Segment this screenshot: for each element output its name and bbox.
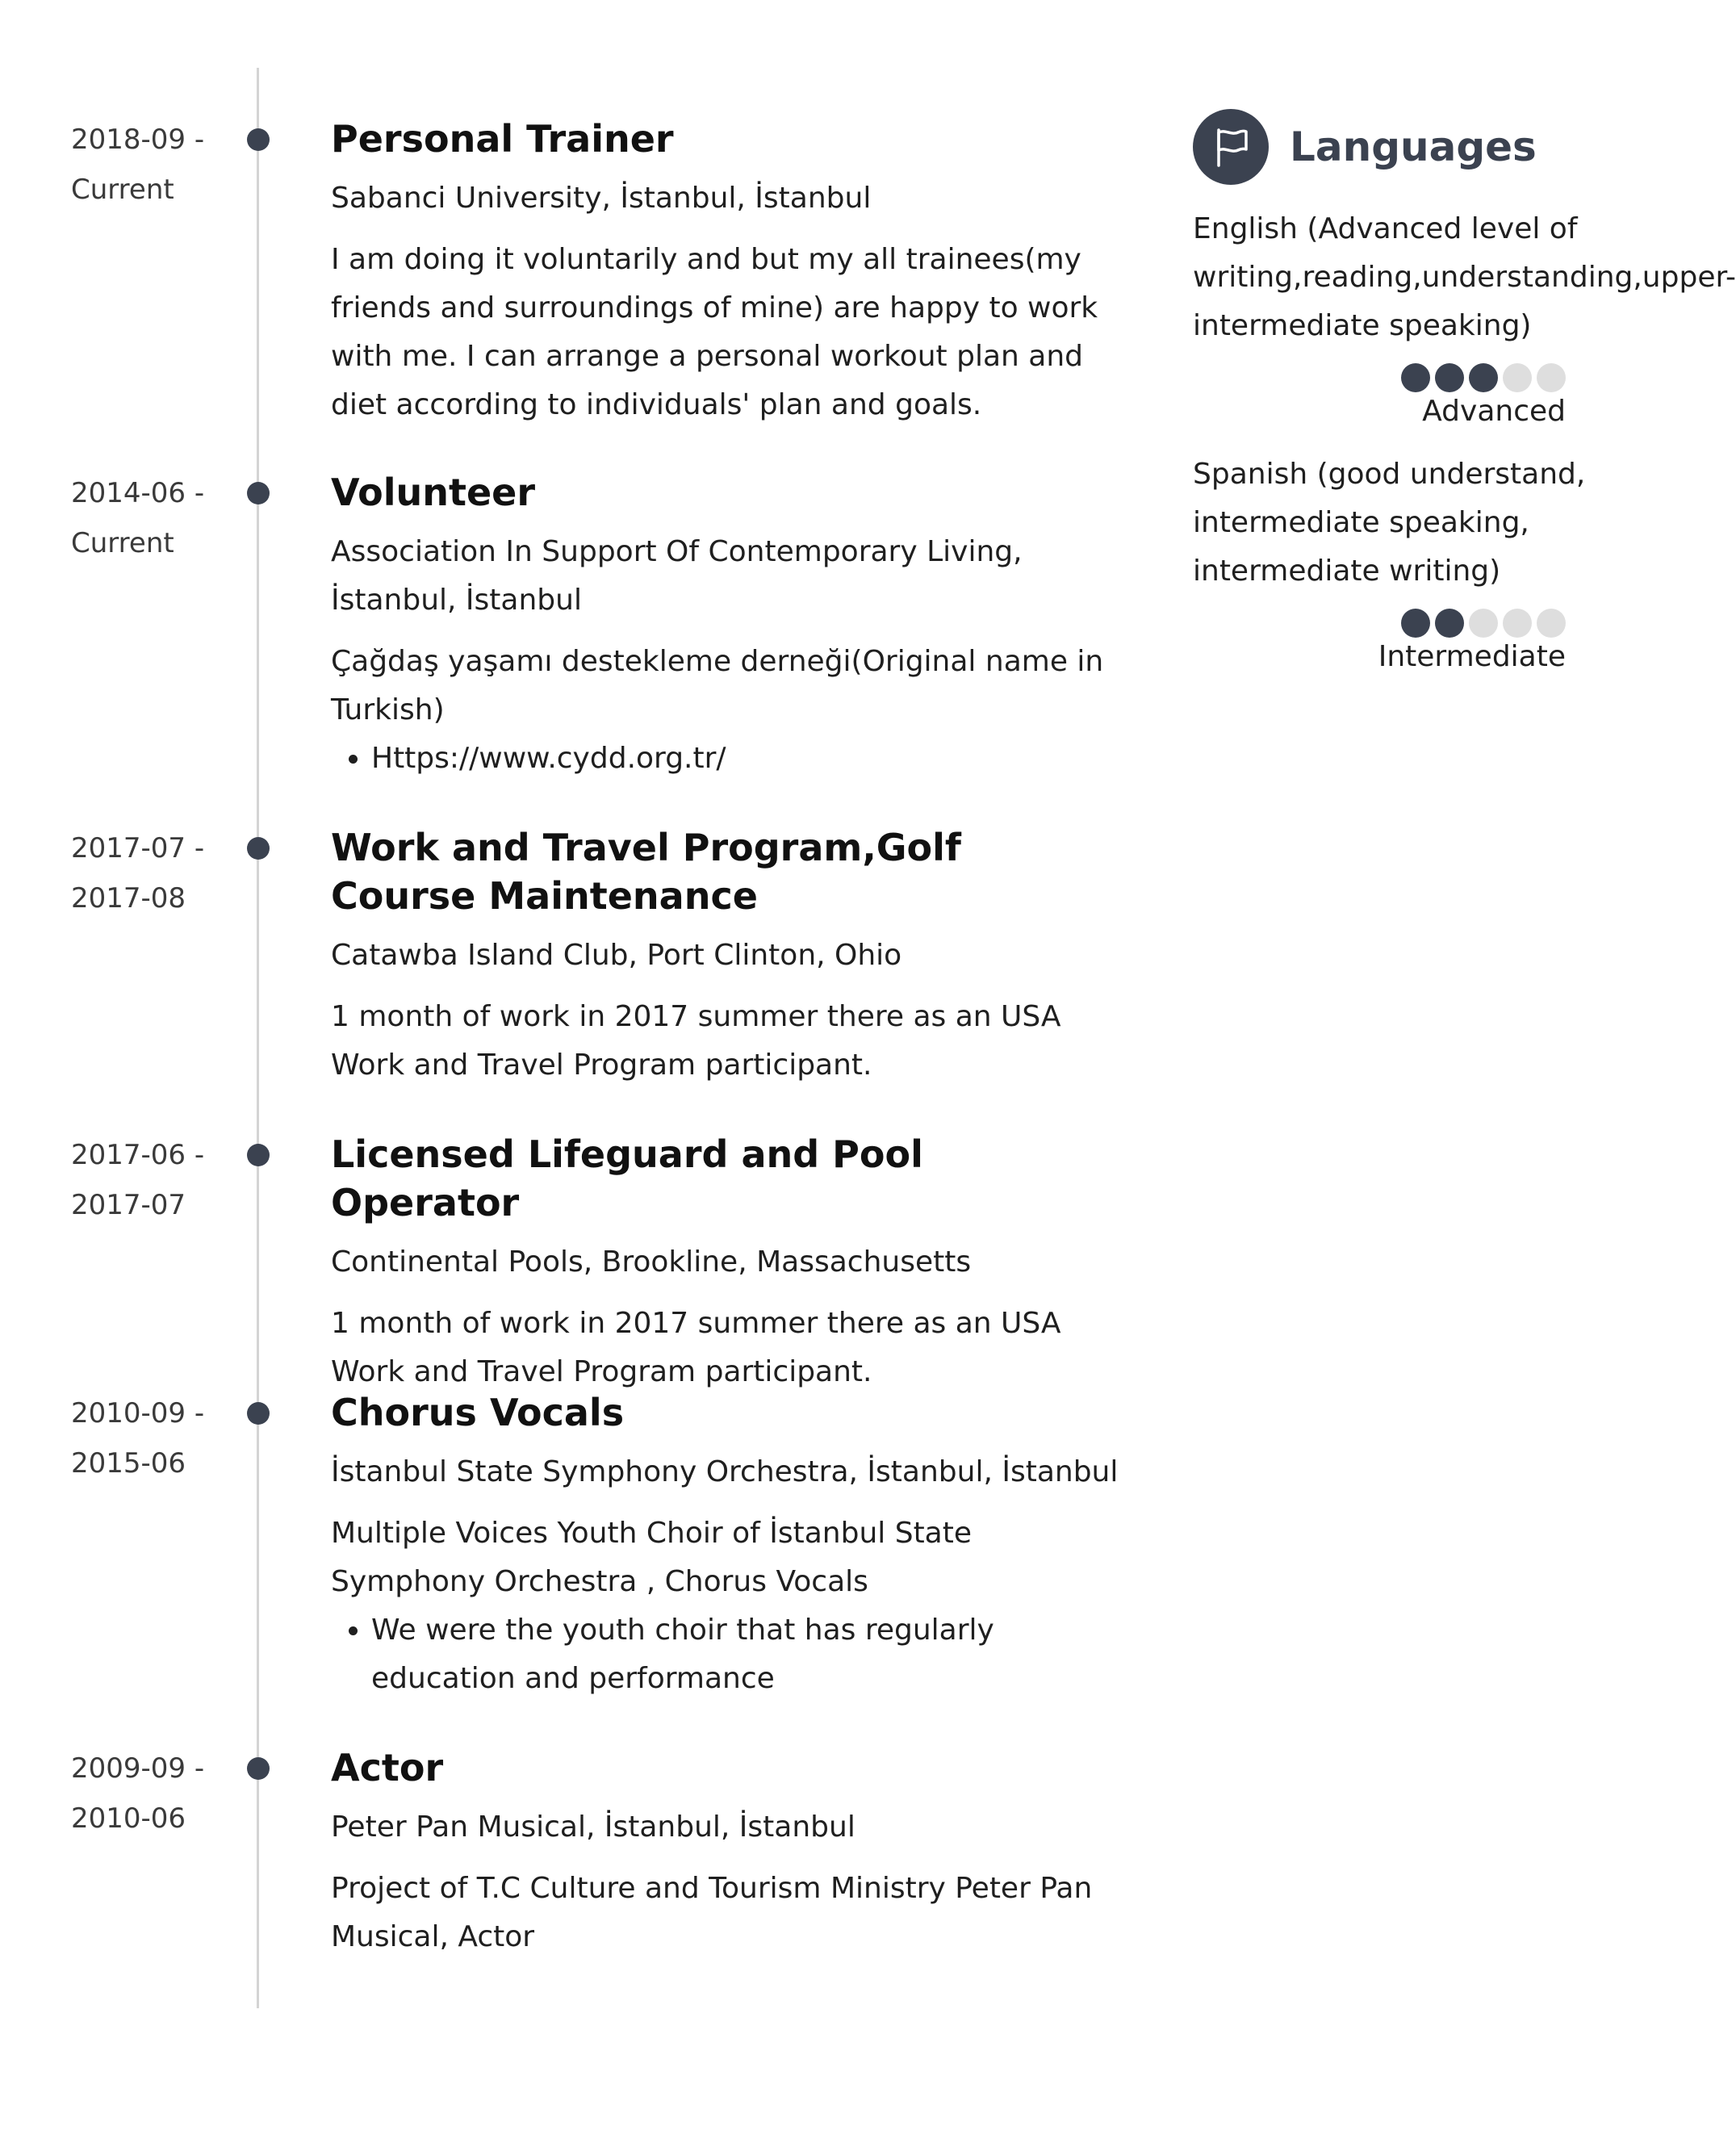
company: Peter Pan Musical, İstanbul, İstanbul: [331, 1810, 855, 1844]
language-item: [1193, 205, 1736, 431]
job-title: Actor: [331, 1746, 444, 1789]
entry-date: [71, 115, 232, 215]
job-title: Volunteer: [331, 471, 536, 514]
date-end: 2017-08: [71, 882, 186, 915]
timeline-dot: [247, 1757, 270, 1780]
company: Association In Support Of Contemporary Living, İstanbul, İstanbul: [331, 535, 1023, 617]
date-start: 2010-09 -: [71, 1397, 205, 1429]
entry-date: [71, 1388, 232, 1488]
timeline-dot: [247, 837, 270, 860]
rating-dot: [1503, 363, 1532, 392]
job-title: Chorus Vocals: [331, 1391, 625, 1434]
date-end: 2015-06: [71, 1447, 186, 1480]
entry-date: [71, 823, 232, 923]
job-description: Çağdaş yaşamı destekleme derneği(Original name in Turkish): [331, 645, 1104, 726]
timeline-dot: [247, 1144, 270, 1166]
job-description: Project of T.C Culture and Tourism Ministry Peter Pan Musical, Actor: [331, 1872, 1093, 1953]
timeline-dot: [247, 482, 270, 504]
rating-dot: [1469, 609, 1498, 638]
rating-dot: [1435, 609, 1464, 638]
rating-dot: [1401, 609, 1430, 638]
bullet-item: • We were the youth choir that has regularly education and performance: [371, 1606, 1122, 1703]
date-start: 2017-07 -: [71, 832, 205, 864]
language-rating: [1193, 363, 1566, 392]
rating-dot: [1503, 609, 1532, 638]
entry-date: [71, 468, 232, 568]
rating-dot: [1469, 363, 1498, 392]
languages-header: [1193, 108, 1613, 186]
date-end: 2010-06: [71, 1802, 186, 1835]
date-start: 2018-09 -: [71, 123, 205, 156]
job-description: 1 month of work in 2017 summer there as an USA Work and Travel Program participant.: [331, 1307, 1061, 1388]
languages-heading: Languages: [1290, 123, 1537, 170]
company: Catawba Island Club, Port Clinton, Ohio: [331, 939, 902, 972]
company: İstanbul State Symphony Orchestra, İstanbul, İstanbul: [331, 1455, 1119, 1488]
job-title: Licensed Lifeguard and Pool Operator: [331, 1132, 923, 1224]
language-rating: [1193, 609, 1566, 638]
flag-icon: [1193, 109, 1269, 185]
date-start: 2014-06 -: [71, 477, 205, 509]
date-end: Current: [71, 527, 174, 559]
language-level: Intermediate: [1378, 640, 1566, 673]
rating-dot: [1435, 363, 1464, 392]
job-description: Multiple Voices Youth Choir of İstanbul State Symphony Orchestra , Chorus Vocals: [331, 1517, 973, 1598]
job-description: 1 month of work in 2017 summer there as an USA Work and Travel Program participant.: [331, 1000, 1061, 1082]
rating-dot: [1537, 363, 1566, 392]
language-level: Advanced: [1422, 395, 1566, 428]
rating-dot: [1401, 363, 1430, 392]
job-description: I am doing it voluntarily and but my all trainees(my friends and surroundings of mine) are happy to work with me. I can arrange a personal workout plan and diet according to individuals' plan and goals.: [331, 243, 1098, 421]
language-item: [1193, 450, 1613, 676]
rating-dot: [1537, 609, 1566, 638]
date-end: Current: [71, 174, 174, 206]
company: Sabanci University, İstanbul, İstanbul: [331, 182, 872, 215]
bullet-list: [331, 735, 1122, 783]
languages-section: [1193, 108, 1736, 676]
timeline-line: [257, 68, 259, 2008]
timeline-dot: [247, 1402, 270, 1425]
entry-date: [71, 1130, 232, 1230]
bullet-item: • Https://www.cydd.org.tr/: [371, 735, 1122, 783]
date-start: 2009-09 -: [71, 1752, 205, 1785]
job-title: Personal Trainer: [331, 117, 674, 161]
job-title: Work and Travel Program,Golf Course Maintenance: [331, 826, 961, 918]
bullet-list: [331, 1606, 1122, 1703]
date-end: 2017-07: [71, 1189, 186, 1221]
language-name: Spanish (good understand, intermediate speaking, intermediate writing): [1193, 458, 1586, 588]
language-name: English (Advanced level of writing,reading,understanding,upper-intermediate speaking): [1193, 212, 1736, 342]
entry-date: [71, 1743, 232, 1844]
timeline-dot: [247, 128, 270, 151]
date-start: 2017-06 -: [71, 1139, 205, 1171]
company: Continental Pools, Brookline, Massachusetts: [331, 1245, 972, 1279]
